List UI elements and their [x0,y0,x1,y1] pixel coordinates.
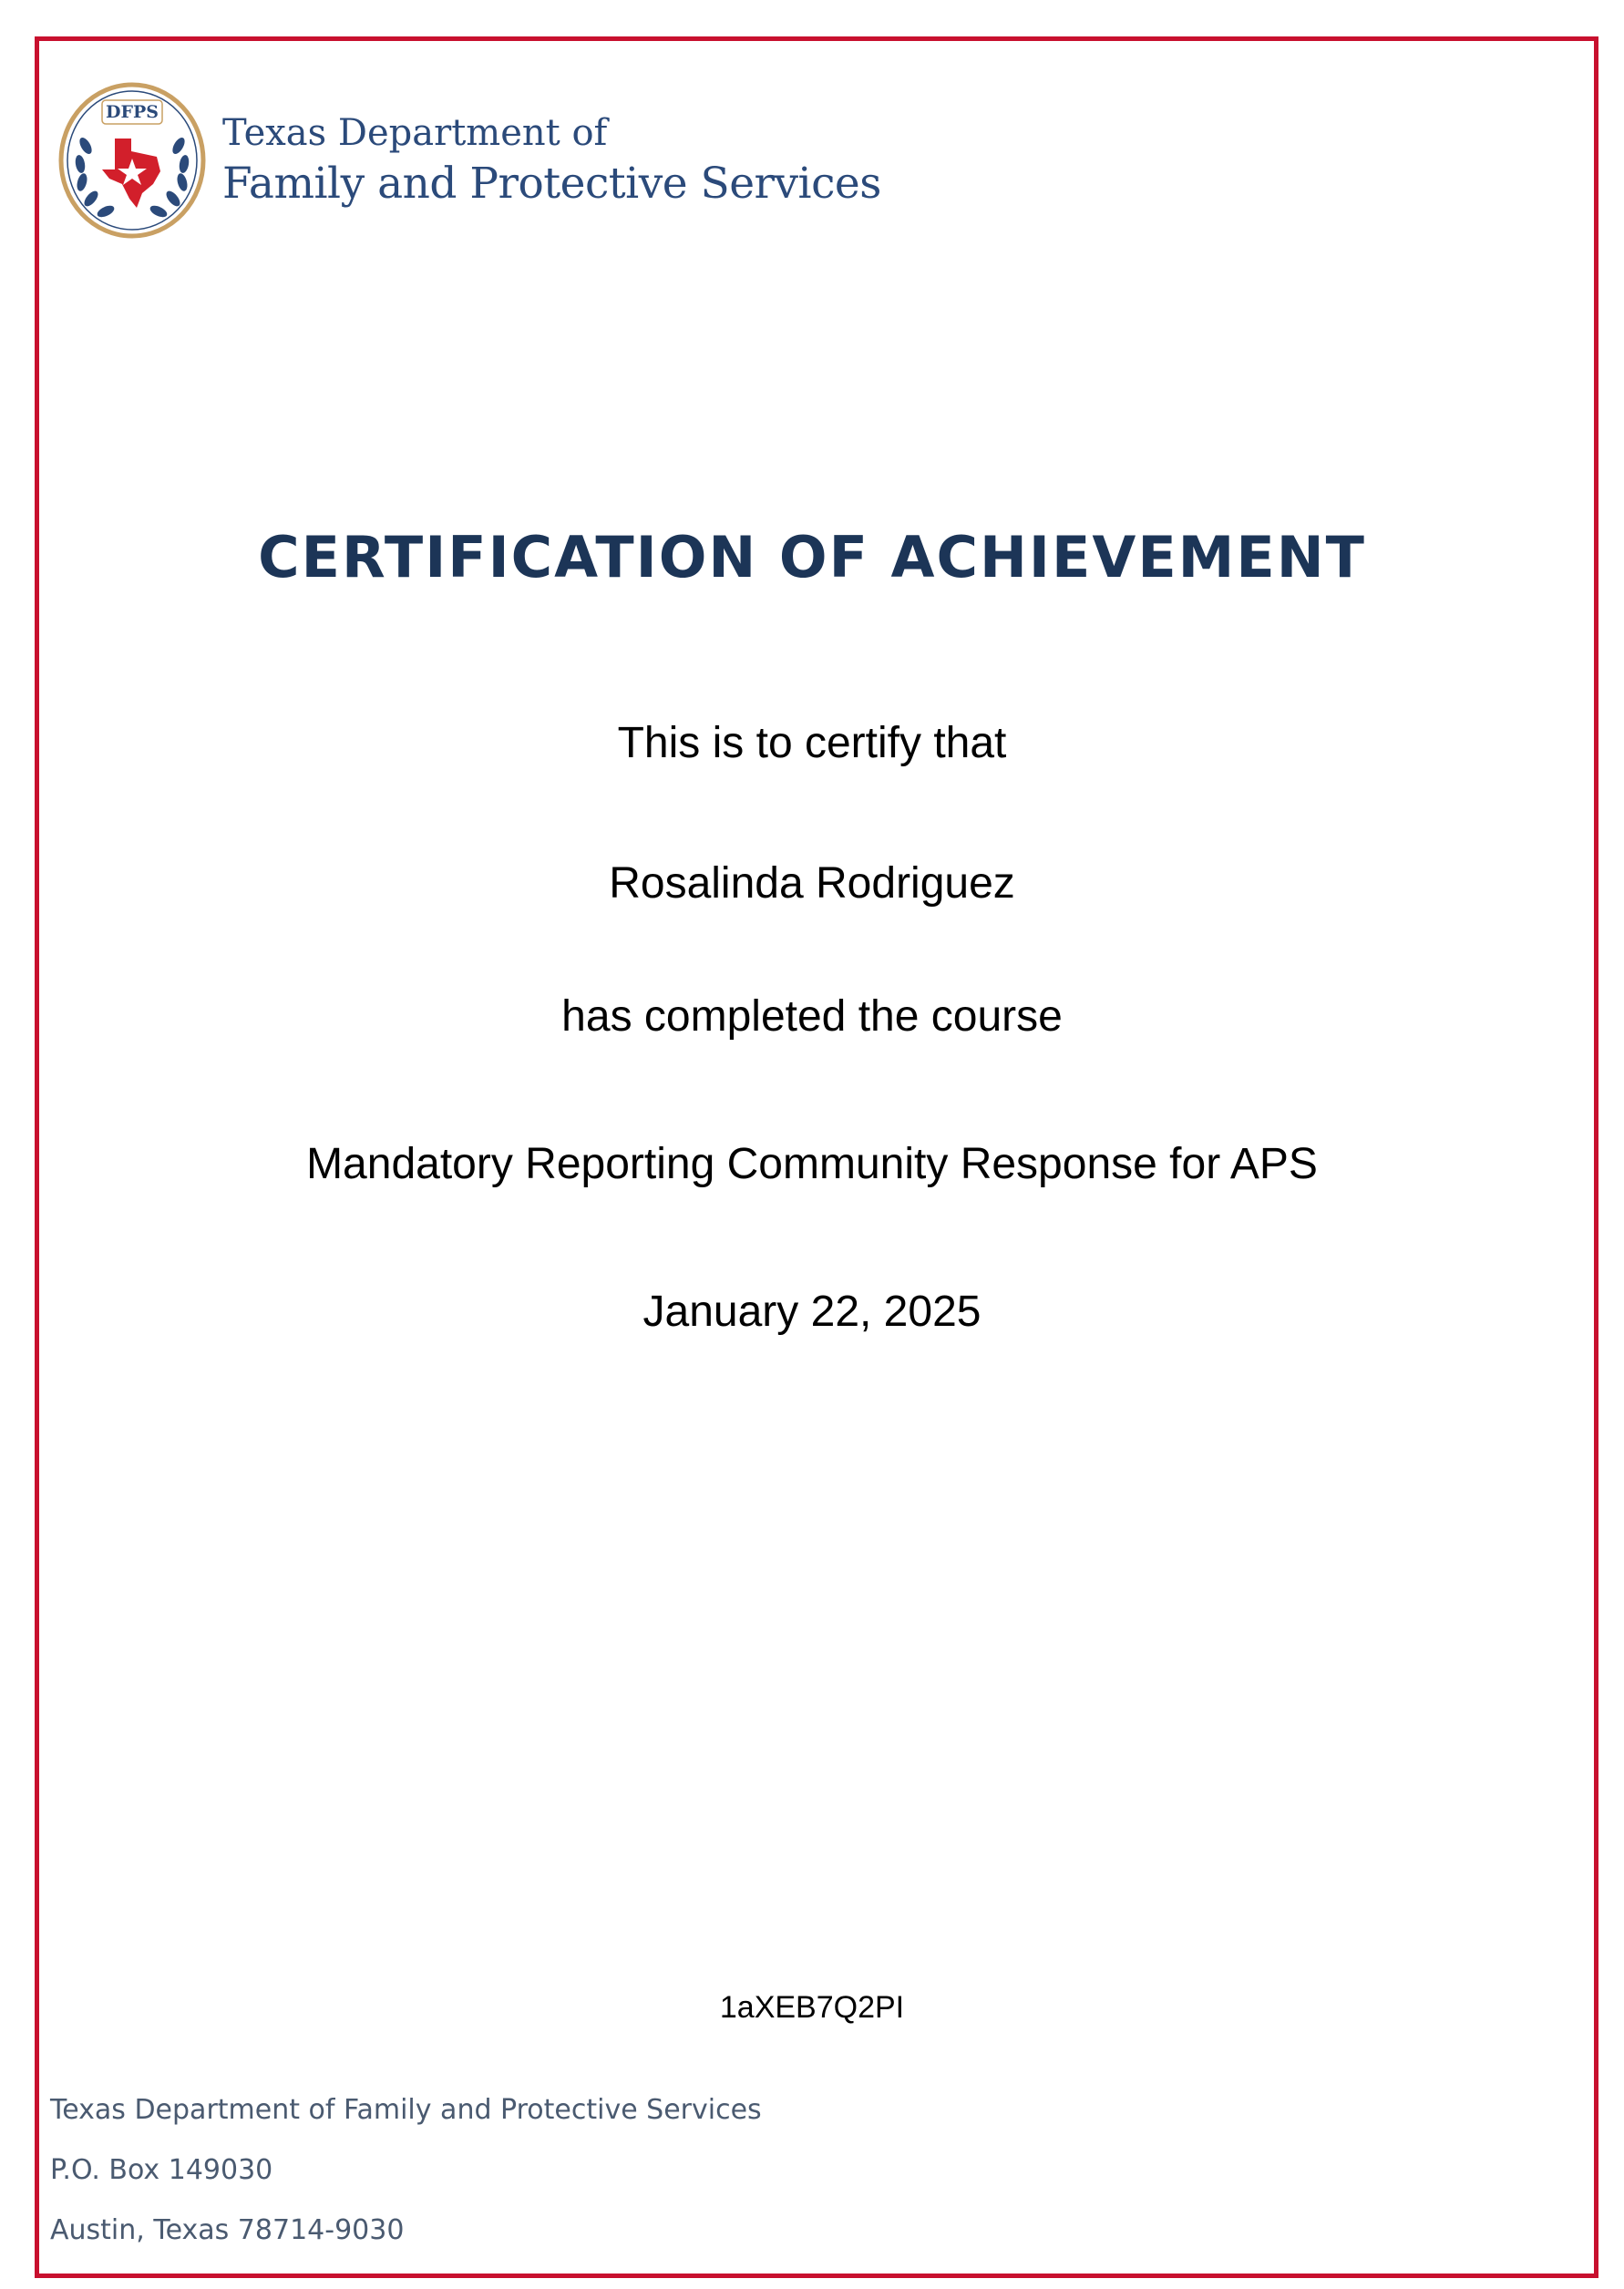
certificate-title: CERTIFICATION OF ACHIEVEMENT [258,524,1366,590]
seal-lettering: DFPS [106,102,159,122]
footer-address [50,2094,762,2274]
footer-org: Texas Department of Family and Protective Services [50,2094,762,2126]
agency-name [222,109,881,211]
certificate-code: 1aXEB7Q2PI [719,1990,905,2025]
footer-city: Austin, Texas 78714-9030 [50,2214,405,2246]
certify-intro: This is to certify that [617,719,1007,767]
completion-date: January 22, 2025 [642,1288,982,1336]
agency-name-line1: Texas Department of [222,112,608,154]
agency-name-line2: Family and Protective Services [222,159,881,209]
course-name: Mandatory Reporting Community Response for APS [306,1140,1318,1188]
recipient-name: Rosalinda Rodriguez [609,859,1015,908]
agency-logo [58,82,881,239]
footer-po-box: P.O. Box 149030 [50,2154,273,2186]
completed-text: has completed the course [561,992,1063,1041]
